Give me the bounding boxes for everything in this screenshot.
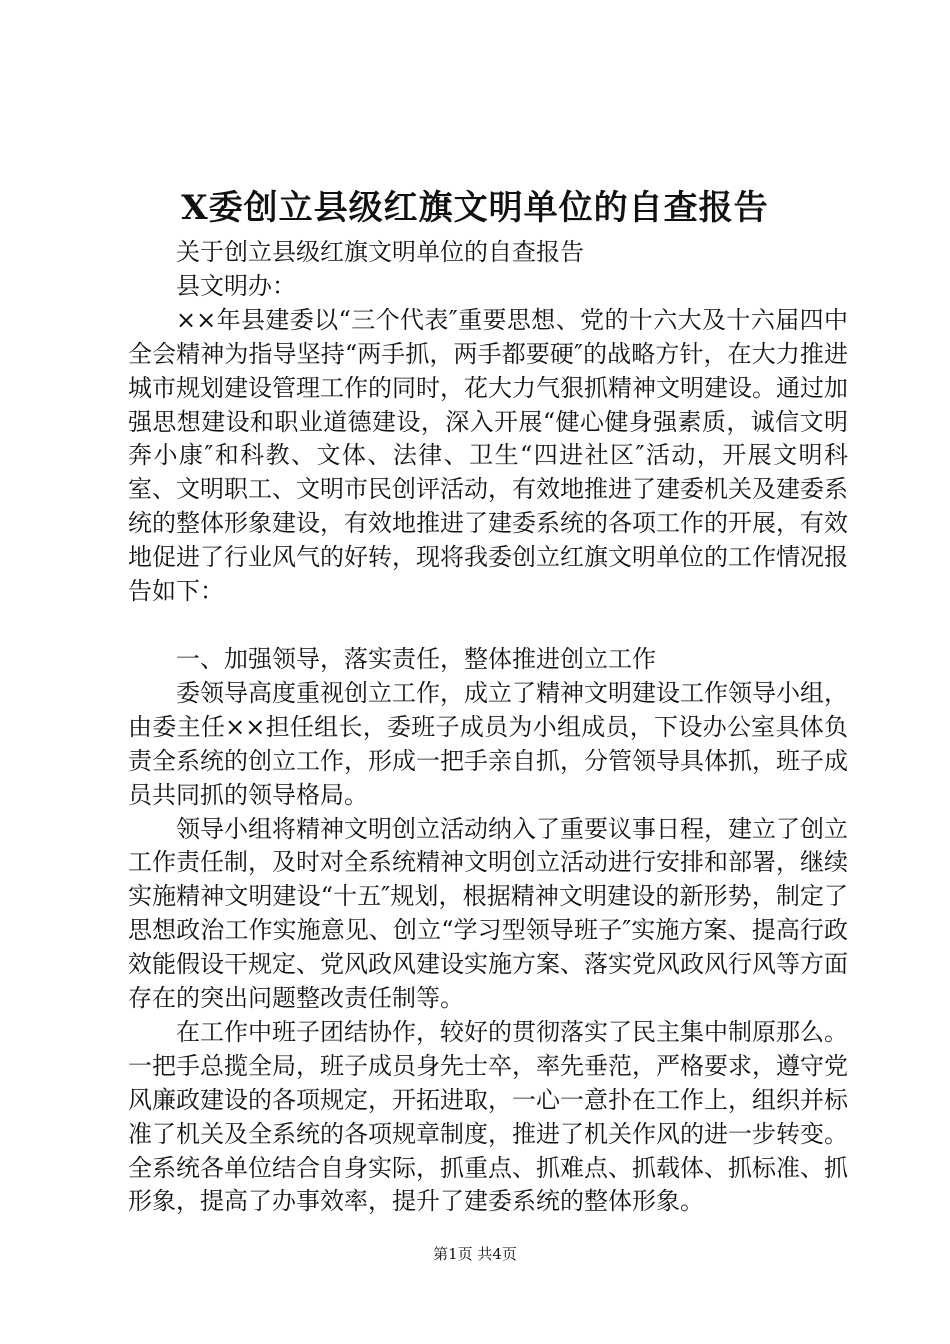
addressee-line: 县文明办： [176,271,296,300]
subtitle-line: 关于创立县级红旗文明单位的自查报告 [176,238,584,266]
document-body [128,236,848,1219]
section-heading: 一、加强领导，落实责任，整体推进创立工作 [176,644,656,673]
body-paragraph: 委领导高度重视创立工作，成立了精神文明建设工作领导小组，由委主任××担任组长，委班子成员为小组成员，下设办公室具体负责全系统的创立工作，形成一把手亲自抓，分管领导具体抓，班子成员共同抓的领导格局。 [128,678,848,809]
document-title: X委创立县级红旗文明单位的自查报告 [181,188,769,228]
body-paragraph: 在工作中班子团结协作，较好的贯彻落实了民主集中制原那么。一把手总揽全局，班子成员身先士卒，率先垂范，严格要求，遵守党风廉政建设的各项规定，开拓进取，一心一意扑在工作上，组织并标准了机关及全系统的各项规章制度，推进了机关作风的进一步转变。全系统各单位结合自身实际，抓重点、抓难点、抓载体、抓标准、抓形象，提高了办事效率，提升了建委系统的整体形象。 [128,1017,848,1216]
body-paragraph: 领导小组将精神文明创立活动纳入了重要议事日程，建立了创立工作责任制，及时对全系统精神文明创立活动进行安排和部署，继续实施精神文明建设“十五″规划，根据精神文明建设的新形势，制定了思想政治工作实施意见、创立“学习型领导班子″实施方案、提高行政效能假设干规定、党风政风建设实施方案、落实党风政风行风等方面存在的突出问题整改责任制等。 [128,814,848,1013]
intro-paragraph: ××年县建委以“三个代表″重要思想、党的十六大及十六届四中全会精神为指导坚持“两手抓，两手都要硬″的战略方针，在大力推进城市规划建设管理工作的同时，花大力气狠抓精神文明建设。通过加强思想建设和职业道德建设，深入开展“健心健身强素质，诚信文明奔小康″和科教、文体、法律、卫生“四进社区″活动，开展文明科室、文明职工、文明市民创评活动，有效地推进了建委机关及建委系统的整体形象建设，有效地推进了建委系统的各项工作的开展，有效地促进了行业风气的好转，现将我委创立红旗文明单位的工作情况报告如下： [128,305,848,606]
page-footer: 第1页 共4页 [433,1245,517,1263]
